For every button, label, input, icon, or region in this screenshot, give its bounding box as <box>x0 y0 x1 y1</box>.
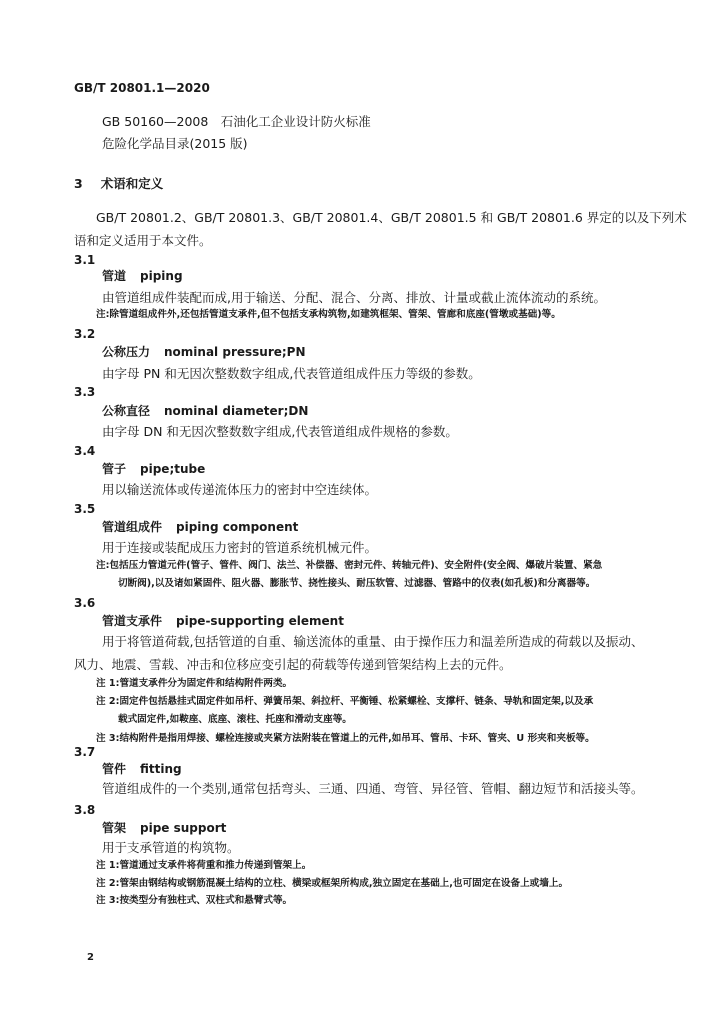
term-note: 注:包括压力管道元件(管子、管件、阀门、法兰、补偿器、密封元件、转轴元件)、安全附件(安全阀、爆破片装置、紧急 <box>96 560 603 571</box>
term-note-continuation: 载式固定件,如鞍座、底座、滚柱、托座和滑动支座等。 <box>118 714 352 725</box>
term-note: 注 1:管道通过支承件将荷重和推力传递到管架上。 <box>96 860 312 871</box>
term-number: 3.1 <box>74 253 96 267</box>
term-zh: 管道组成件 <box>102 520 163 534</box>
term-en: fitting <box>140 762 182 776</box>
term-heading <box>102 822 226 834</box>
term-en: pipe support <box>140 821 227 835</box>
term-number: 3.7 <box>74 745 96 759</box>
term-zh: 管件 <box>102 762 127 776</box>
term-heading <box>102 270 183 282</box>
term-heading <box>102 763 182 775</box>
term-en: nominal diameter;DN <box>164 404 309 418</box>
term-definition: 用于连接或装配成压力密封的管道系统机械元件。 <box>102 540 378 555</box>
term-note: 注:除管道组成件外,还包括管道支承件,但不包括支承构筑物,如建筑框架、管架、管廊和底座(管墩或基础)等。 <box>96 309 561 320</box>
term-number: 3.4 <box>74 444 96 458</box>
term-number: 3.2 <box>74 327 96 341</box>
term-zh: 管道 <box>102 269 127 283</box>
term-zh: 公称直径 <box>102 404 151 418</box>
section-title: 术语和定义 <box>100 176 164 191</box>
term-zh: 管架 <box>102 821 127 835</box>
term-definition: 管道组成件的一个类别,通常包括弯头、三通、四通、弯管、异径管、管帽、翻边短节和活接头等。 <box>102 781 644 796</box>
term-note: 注 3:结构附件是指用焊接、螺栓连接或夹紧方法附装在管道上的元件,如吊耳、管吊、卡环、管夹、U 形夹和夹板等。 <box>96 733 595 744</box>
term-definition: 用以输送流体或传递流体压力的密封中空连续体。 <box>102 482 378 497</box>
term-en: piping component <box>176 520 299 534</box>
term-en: pipe-supporting element <box>176 614 344 628</box>
section-number: 3 <box>74 176 83 191</box>
section-heading <box>74 178 163 191</box>
term-number: 3.8 <box>74 803 96 817</box>
term-definition: 用于支承管道的构筑物。 <box>102 840 240 855</box>
term-heading <box>102 463 205 475</box>
term-definition: 用于将管道荷载,包括管道的自重、输送流体的重量、由于操作压力和温差所造成的荷载以及振动、 <box>102 634 644 649</box>
page-number: 2 <box>87 952 94 963</box>
term-number: 3.5 <box>74 502 96 516</box>
standard-header: GB/T 20801.1—2020 <box>74 81 210 95</box>
term-definition: 由字母 PN 和无因次整数数字组成,代表管道组成件压力等级的参数。 <box>102 366 481 381</box>
term-heading <box>102 405 308 417</box>
term-en: pipe;tube <box>140 462 206 476</box>
intro-paragraph-line: GB/T 20801.2、GB/T 20801.3、GB/T 20801.4、GB/T 20801.5 和 GB/T 20801.6 界定的以及下列术 <box>96 210 687 225</box>
normative-reference: 危险化学品目录(2015 版) <box>102 136 248 151</box>
term-note: 注 2:管架由钢结构或钢筋混凝土结构的立柱、横梁或框架所构成,独立固定在基础上,也可固定在设备上或墙上。 <box>96 878 569 889</box>
term-en: nominal pressure;PN <box>164 345 306 359</box>
term-heading <box>102 521 298 533</box>
term-zh: 管道支承件 <box>102 614 163 628</box>
term-en: piping <box>140 269 183 283</box>
intro-paragraph-line: 语和定义适用于本文件。 <box>74 233 212 248</box>
term-heading <box>102 615 344 627</box>
normative-reference: GB 50160—2008 石油化工企业设计防火标准 <box>102 114 371 129</box>
term-zh: 公称压力 <box>102 345 151 359</box>
term-note: 注 1:管道支承件分为固定件和结构附件两类。 <box>96 678 293 689</box>
term-note: 注 2:固定件包括悬挂式固定件如吊杆、弹簧吊架、斜拉杆、平衡锤、松紧螺栓、支撑杆、链条、导轨和固定架,以及承 <box>96 696 594 707</box>
term-number: 3.3 <box>74 385 96 399</box>
term-number: 3.6 <box>74 596 96 610</box>
term-definition-continuation: 风力、地震、雪载、冲击和位移应变引起的荷载等传递到管架结构上去的元件。 <box>74 657 512 672</box>
term-note-continuation: 切断阀),以及诸如紧固件、阻火器、膨胀节、挠性接头、耐压软管、过滤器、管路中的仪表(如孔板)和分离器等。 <box>118 578 596 589</box>
term-note: 注 3:按类型分有独柱式、双柱式和悬臂式等。 <box>96 895 293 906</box>
term-definition: 由管道组成件装配而成,用于输送、分配、混合、分离、排放、计量或截止流体流动的系统。 <box>102 290 606 305</box>
term-definition: 由字母 DN 和无因次整数数字组成,代表管道组成件规格的参数。 <box>102 424 458 439</box>
term-heading <box>102 346 306 358</box>
term-zh: 管子 <box>102 462 127 476</box>
